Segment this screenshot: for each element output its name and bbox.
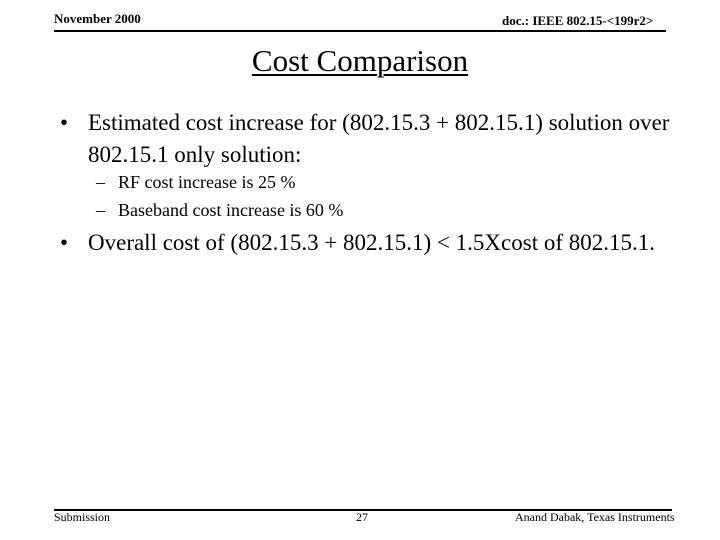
bullet-1-text: Estimated cost increase for (802.15.3 + 802.15.1) solution over 802.15.1 only solution: (88, 110, 670, 167)
header-date: November 2000 (54, 11, 141, 26)
sub-bullet-1 (96, 170, 295, 194)
header-rule (54, 30, 666, 32)
footer-submission: Submission (54, 510, 111, 524)
bullet-glyph: • (60, 230, 69, 255)
sub-bullet-1-text: RF cost increase is 25 % (118, 172, 296, 192)
footer-author: Anand Dabak, Texas Instruments (515, 510, 675, 524)
sub-bullet-2 (96, 198, 343, 222)
header-doc-id: doc.: IEEE 802.15-<199r2> (502, 13, 654, 28)
slide-title-container (0, 41, 720, 81)
bullet-glyph: • (60, 110, 69, 135)
bullet-2-text: Overall cost of (802.15.3 + 802.15.1) < 1.5Xcost of 802.15.1. (88, 230, 656, 255)
sub-bullet-glyph: – (96, 172, 105, 192)
sub-bullet-glyph: – (96, 200, 105, 220)
slide-title: Cost Comparison (251, 43, 469, 78)
footer-page-number: 27 (356, 510, 368, 524)
sub-bullet-2-text: Baseband cost increase is 60 % (118, 200, 344, 220)
